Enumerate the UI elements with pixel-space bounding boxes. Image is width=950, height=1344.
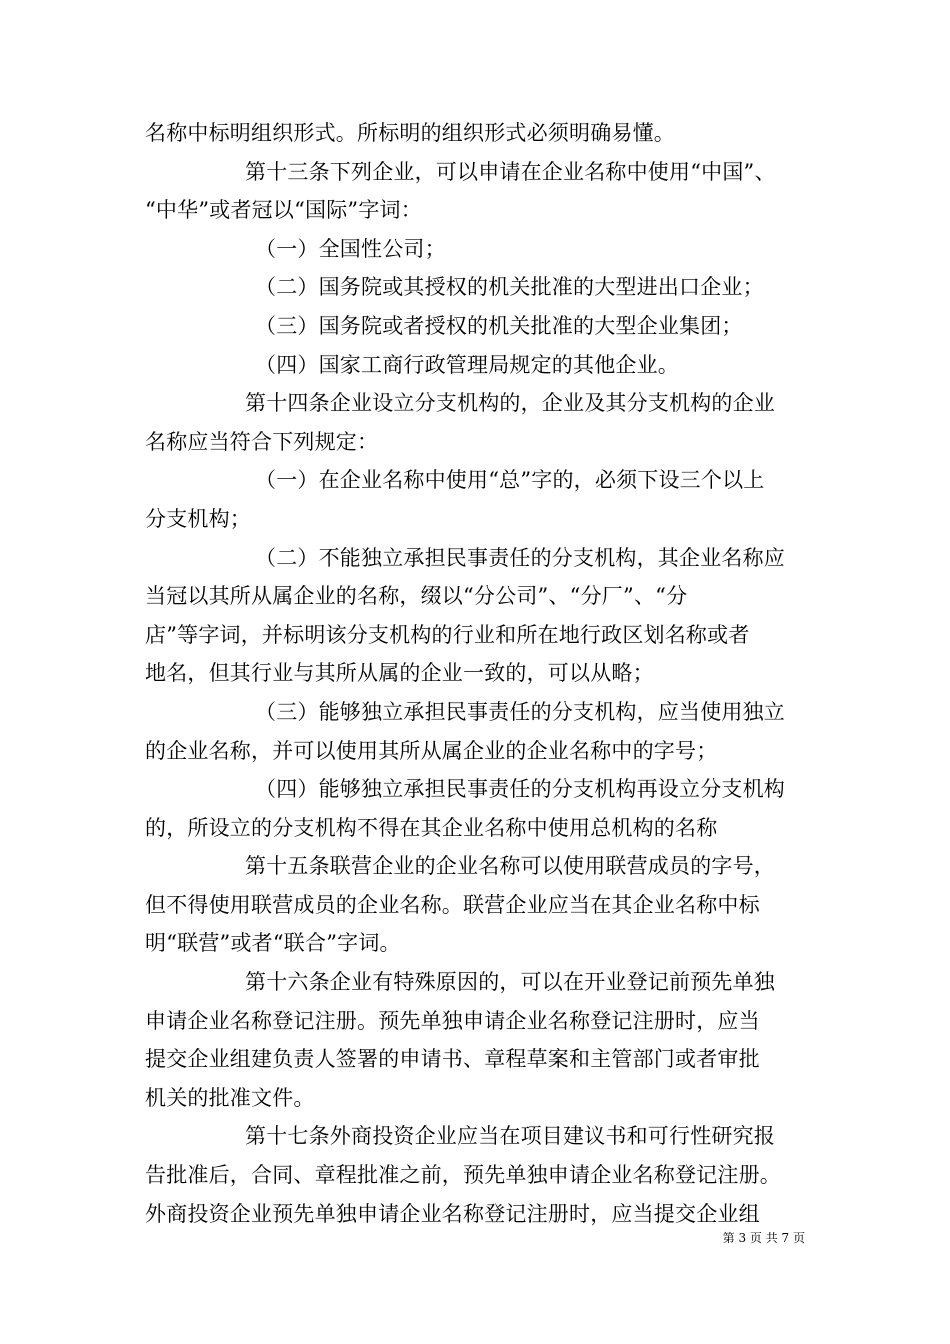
list-item: （二）国务院或其授权的机关批准的大型进出口企业； [255,275,764,300]
text-line: 但不得使用联营成员的企业名称。联营企业应当在其企业名称中标 [145,892,760,917]
text-line: 地名，但其行业与其所从属的企业一致的，可以从略； [145,661,654,686]
list-item: （一）全国性公司； [255,236,446,261]
text-line: 名称中标明组织形式。所标明的组织形式必须明确易懂。 [145,121,675,145]
article-14-heading-line: 第十四条企业设立分支机构的，企业及其分支机构的企业 [245,391,775,416]
list-item: （四）能够独立承担民事责任的分支机构再设立分支机构 [255,777,785,802]
text-line: 机关的批准文件。 [145,1085,315,1110]
list-item: （二）不能独立承担民事责任的分支机构，其企业名称应 [255,545,785,570]
text-line: 提交企业组建负责人签署的申请书、章程草案和主管部门或者审批 [145,1047,760,1072]
list-item: （三）国务院或者授权的机关批准的大型企业集团； [255,313,743,338]
text-line: 告批准后，合同、章程批准之前，预先单独申请企业名称登记注册。 [145,1163,781,1188]
text-line: “中华”或者冠以“国际”字词： [145,198,422,223]
page-number-footer: 第 3 页 共 7 页 [722,1231,805,1245]
article-17-heading-line: 第十七条外商投资企业应当在项目建议书和可行性研究报 [245,1124,775,1149]
article-13-heading-line: 第十三条下列企业，可以申请在企业名称中使用“中国”、 [245,159,776,184]
text-line: 的企业名称，并可以使用其所从属企业的企业名称中的字号； [145,738,718,763]
list-item: （四）国家工商行政管理局规定的其他企业。 [255,352,679,377]
list-item: （一）在企业名称中使用“总”字的，必须下设三个以上 [255,468,765,493]
article-16-heading-line: 第十六条企业有特殊原因的，可以在开业登记前预先单独 [245,970,775,995]
article-15-heading-line: 第十五条联营企业的企业名称可以使用联营成员的字号， [245,854,775,879]
text-line: 明“联营”或者“联合”字词。 [145,931,401,956]
list-item: （三）能够独立承担民事责任的分支机构，应当使用独立 [255,699,785,724]
text-line: 店”等字词，并标明该分支机构的行业和所在地行政区划名称或者 [145,622,750,647]
text-line: 当冠以其所从属企业的名称，缀以“分公司”、“分厂”、“分 [145,584,688,609]
document-body [145,114,810,1233]
text-line: 的，所设立的分支机构不得在其企业名称中使用总机构的名称 [145,815,718,840]
text-line: 申请企业名称登记注册。预先单独申请企业名称登记注册时，应当 [145,1008,760,1033]
text-line: 名称应当符合下列规定： [145,429,379,454]
text-line: 分支机构； [145,506,251,531]
text-line: 外商投资企业预先单独申请企业名称登记注册时，应当提交企业组 [145,1201,760,1226]
